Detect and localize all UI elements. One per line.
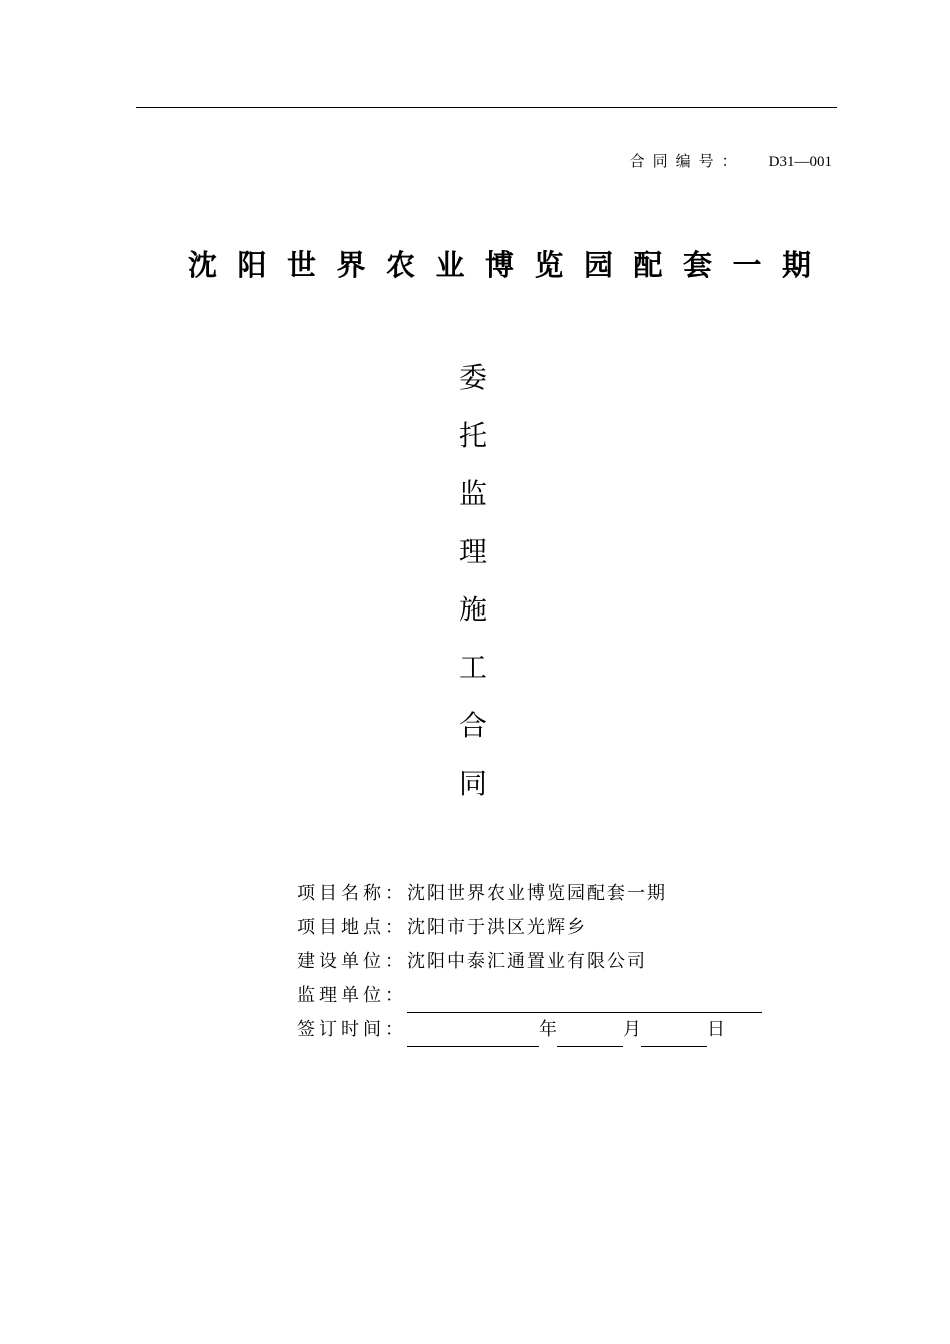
document-title-char: 工: [458, 651, 487, 684]
supervisor-blank-line[interactable]: [407, 990, 762, 1013]
document-title-char: 委: [458, 361, 487, 394]
builder-value: 沈阳中泰汇通置业有限公司: [407, 951, 647, 972]
document-title-char: 托: [458, 419, 487, 452]
month-blank-line[interactable]: [557, 1024, 623, 1047]
day-label: 日: [707, 1019, 725, 1040]
project-location-value: 沈阳市于洪区光辉乡: [407, 917, 587, 938]
project-title: 沈阳世界农业博览园配套一期: [188, 248, 832, 282]
sign-date-row: [297, 1013, 762, 1047]
supervisor-label: 监理单位：: [297, 985, 407, 1006]
year-blank-line[interactable]: [407, 1024, 539, 1047]
project-name-label: 项目名称：: [297, 883, 407, 904]
builder-label: 建设单位：: [297, 951, 407, 972]
document-title-char: 同: [458, 767, 487, 800]
project-info: [297, 877, 762, 1047]
project-location-label: 项目地点：: [297, 917, 407, 938]
document-title-char: 合: [458, 709, 487, 742]
sign-date-label: 签订时间：: [297, 1019, 407, 1040]
builder-row: [297, 945, 762, 979]
document-title-char: 监: [458, 477, 487, 510]
contract-number-value: D31—001: [768, 154, 832, 170]
supervisor-row: [297, 979, 762, 1013]
project-name-row: [297, 877, 762, 911]
document-title-char: 施: [458, 593, 487, 626]
month-label: 月: [623, 1019, 641, 1040]
document-title-char: 理: [458, 535, 487, 568]
project-location-row: [297, 911, 762, 945]
project-name-value: 沈阳世界农业博览园配套一期: [407, 883, 667, 904]
year-label: 年: [539, 1019, 557, 1040]
top-rule: [136, 107, 837, 108]
document-title: [455, 362, 491, 826]
day-blank-line[interactable]: [641, 1024, 707, 1047]
contract-number-label: 合同编号：: [629, 152, 745, 170]
contract-number: [630, 150, 832, 171]
